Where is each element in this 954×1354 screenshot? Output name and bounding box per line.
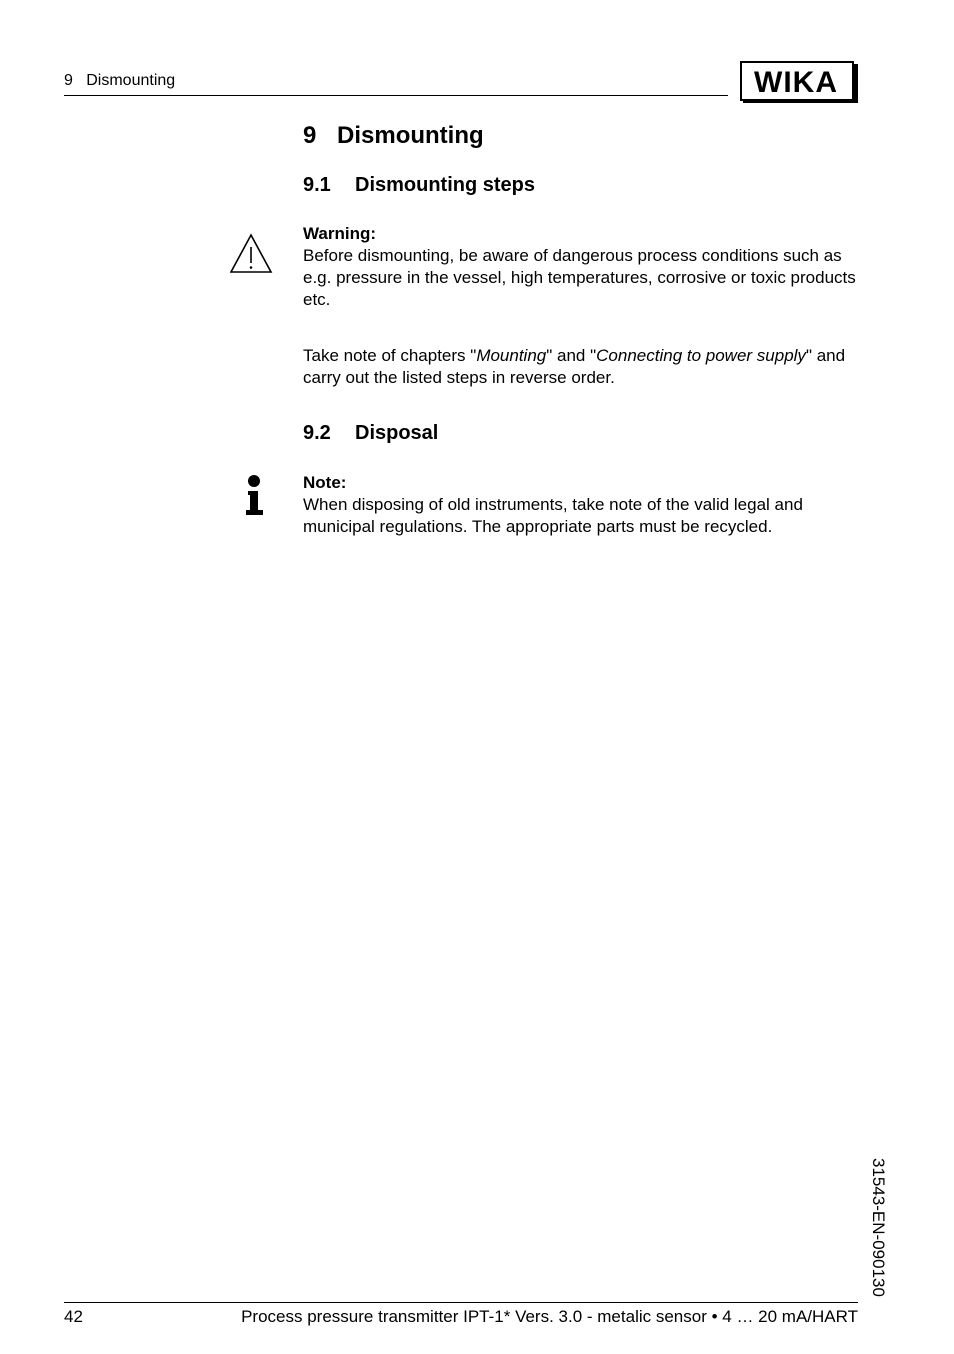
footer-title: Process pressure transmitter IPT-1* Vers. 3.0 - metalic sensor • 4 … 20 mA/HART (241, 1307, 858, 1326)
section-heading-disposal (303, 422, 438, 445)
section-title: Dismounting steps (355, 174, 536, 196)
section-heading-dismounting-steps (303, 174, 535, 197)
header-divider (64, 95, 728, 96)
section-title: Disposal (355, 422, 439, 444)
note-text: When disposing of old instruments, take note of the valid legal and municipal regulations. The appropriate parts must be recycled. (303, 495, 803, 536)
logo-text: WIKA (754, 66, 838, 99)
chapter-ref-mounting: Mounting (476, 346, 547, 365)
instruction-paragraph: Take note of chapters "Mounting" and "Connecting to power supply" and carry out the listed steps in reverse order. (303, 346, 846, 387)
footer-divider (64, 1302, 858, 1303)
section-number: 9.2 (303, 422, 331, 444)
wika-logo (740, 61, 858, 103)
chapter-ref-power-supply: Connecting to power supply (596, 346, 806, 365)
page-number: 42 (64, 1307, 83, 1326)
document-id: 31543-EN-090130 (869, 1158, 888, 1297)
chapter-number: 9 (303, 122, 317, 149)
warning-triangle-icon (228, 232, 274, 274)
chapter-title: Dismounting (337, 122, 484, 149)
warning-text: Before dismounting, be aware of dangerous process conditions such as e.g. pressure in the vessel, high temperatures, corrosive or toxic products etc. (303, 246, 856, 309)
warning-label: Warning: (303, 224, 377, 243)
section-number: 9.1 (303, 174, 331, 196)
note-block (303, 472, 859, 538)
chapter-heading (303, 122, 484, 150)
running-header: 9 Dismounting (64, 72, 176, 89)
warning-block (303, 223, 859, 311)
note-label: Note: (303, 473, 347, 492)
info-icon (244, 474, 264, 516)
